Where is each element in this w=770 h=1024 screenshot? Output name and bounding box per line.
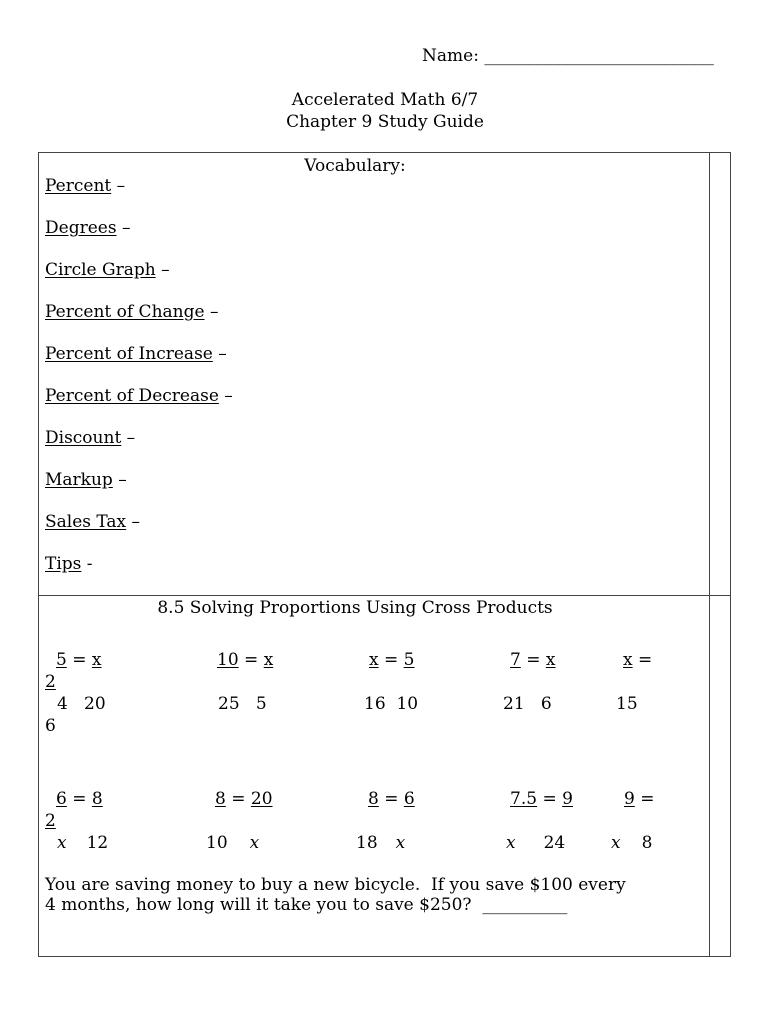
proportion-2: 10 = x xyxy=(217,650,274,670)
vocab-item-percent-of-change: Percent of Change – xyxy=(45,302,219,322)
proportion-5-numerator-wrap: 2 xyxy=(45,672,56,692)
vocab-item-markup: Markup – xyxy=(45,470,127,490)
proportion-5: x = xyxy=(623,650,653,670)
vocabulary-heading: Vocabulary: xyxy=(304,156,406,176)
course-title: Accelerated Math 6/7 xyxy=(291,90,479,110)
proportion-10: 9 = xyxy=(624,789,655,809)
proportion-4-denominators: 21 6 xyxy=(503,694,552,714)
name-field-label: Name: ___________________________ xyxy=(422,46,714,66)
proportion-1-denominators: 4 20 xyxy=(57,694,106,714)
proportion-8: 8 = 6 xyxy=(368,789,415,809)
row-divider xyxy=(39,595,730,596)
proportion-5-denominator-wrap: 6 xyxy=(45,716,56,736)
vocab-item-circle-graph: Circle Graph – xyxy=(45,260,170,280)
study-guide-table xyxy=(38,152,731,957)
vocab-item-percent-of-increase: Percent of Increase – xyxy=(45,344,227,364)
proportion-3-denominators: 16 10 xyxy=(364,694,419,714)
vocab-item-discount: Discount – xyxy=(45,428,136,448)
column-divider xyxy=(709,153,710,956)
proportion-3: x = 5 xyxy=(369,650,415,670)
proportion-9-denominators: x 24 xyxy=(506,833,566,853)
proportion-6-denominators: x 12 xyxy=(57,833,109,853)
proportions-section-heading: 8.5 Solving Proportions Using Cross Products xyxy=(157,598,553,618)
proportion-5-denominator: 15 xyxy=(616,694,638,714)
vocab-item-sales-tax: Sales Tax – xyxy=(45,512,141,532)
proportion-4: 7 = x xyxy=(510,650,556,670)
proportion-1: 5 = x xyxy=(56,650,102,670)
study-guide-title: Chapter 9 Study Guide xyxy=(286,112,484,132)
proportion-7: 8 = 20 xyxy=(215,789,273,809)
proportion-7-denominators: 10 x xyxy=(206,833,260,853)
proportion-8-denominators: 18 x xyxy=(356,833,406,853)
proportion-10-denominators: x 8 xyxy=(611,833,653,853)
proportion-6: 6 = 8 xyxy=(56,789,103,809)
vocab-item-tips: Tips - xyxy=(45,554,93,574)
vocab-item-percent-of-decrease: Percent of Decrease – xyxy=(45,386,233,406)
vocab-item-degrees: Degrees – xyxy=(45,218,131,238)
word-problem-line-1: You are saving money to buy a new bicycle. If you save $100 every xyxy=(45,875,626,895)
word-problem-line-2: 4 months, how long will it take you to save $250? __________ xyxy=(45,895,568,915)
proportion-10-numerator-wrap: 2 xyxy=(45,811,56,831)
proportion-2-denominators: 25 5 xyxy=(218,694,267,714)
vocab-item-percent: Percent – xyxy=(45,176,126,196)
proportion-9: 7.5 = 9 xyxy=(510,789,573,809)
